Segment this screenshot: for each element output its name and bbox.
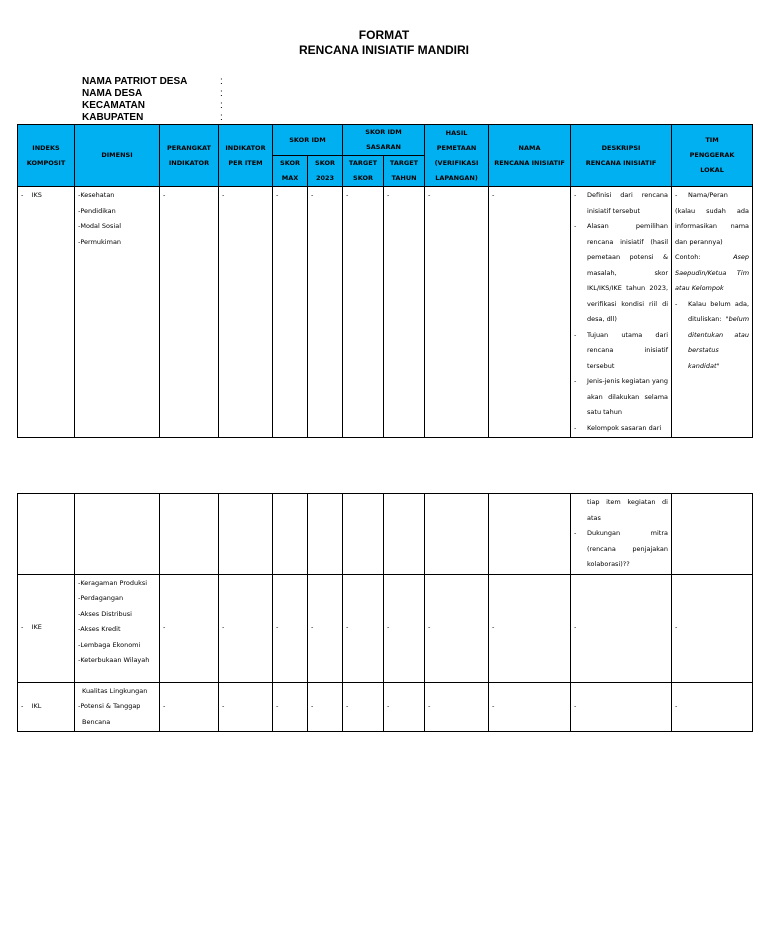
meta-colon: : <box>220 76 223 87</box>
header-target-skor: TARGET SKOR <box>343 156 384 187</box>
cell-indikator: - <box>219 682 273 732</box>
identity-fields <box>82 76 223 124</box>
meta-label: NAMA DESA <box>82 88 143 99</box>
dimensi-item: -Pendidikan <box>78 206 116 215</box>
cell-hasil: - <box>425 682 489 732</box>
table-row-iks <box>18 187 753 438</box>
cell-target-tahun: - <box>384 187 425 438</box>
cell-deskripsi <box>571 494 672 575</box>
cell-skor-2023: - <box>308 187 343 438</box>
cell-perangkat: - <box>160 187 219 438</box>
cell-empty <box>425 494 489 575</box>
cell-empty <box>273 494 308 575</box>
dimensi-item: Kualitas Lingkungan <box>82 686 148 695</box>
cell-tim: - <box>672 574 753 682</box>
cell-tim <box>672 187 753 438</box>
deskripsi-continued: tiap item kegiatan di atas <box>587 498 668 522</box>
cell-empty <box>308 494 343 575</box>
cell-indikator: - <box>219 574 273 682</box>
cell-empty <box>75 494 160 575</box>
deskripsi-item: - Alasan pemilihan rencana inisiatif (hasil pemetaan potensi & masalah, skor IKL/IKS/IKE tahun 2023, verifikasi kondisi riil di desa, dll) <box>574 222 669 323</box>
cell-target-skor: - <box>343 682 384 732</box>
dimensi-item: -Potensi & Tanggap <box>78 702 141 710</box>
cell-deskripsi: - <box>571 682 672 732</box>
dimensi-item: -Permukiman <box>78 237 122 246</box>
dimensi-item: -Lembaga Ekonomi <box>78 640 141 649</box>
cell-deskripsi: - <box>571 574 672 682</box>
header-skor-idm: SKOR IDM <box>273 125 343 156</box>
dimensi-item: -Keterbukaan Wilayah <box>78 656 150 664</box>
deskripsi-item: - Definisi dari rencana inisiatif tersebut <box>574 191 669 215</box>
cell-empty <box>384 494 425 575</box>
meta-row-kabupaten <box>82 112 223 124</box>
header-target-tahun: TARGET TAHUN <box>384 156 425 187</box>
cell-deskripsi <box>571 187 672 438</box>
header-skor-2023: SKOR 2023 <box>308 156 343 187</box>
cell-empty <box>489 494 571 575</box>
cell-hasil: - <box>425 187 489 438</box>
dimensi-item: -Akses Kredit <box>78 625 121 633</box>
cell-nama: - <box>489 574 571 682</box>
meta-colon: : <box>220 88 223 99</box>
deskripsi-item: - Kelompok sasaran dari <box>574 423 662 432</box>
cell-target-tahun: - <box>384 682 425 732</box>
document-title-line1: FORMAT <box>358 28 410 42</box>
header-dimensi: DIMENSI <box>75 125 160 187</box>
cell-skor-2023: - <box>308 574 343 682</box>
deskripsi-item: - Jenis-jenis kegiatan yang akan dilakukan selama satu tahun <box>574 377 669 416</box>
table-row-ikl <box>18 682 753 732</box>
cell-target-tahun: - <box>384 574 425 682</box>
meta-colon: : <box>220 112 223 123</box>
cell-dimensi <box>75 574 160 682</box>
header-skor-sasaran: SKOR IDM SASARAN <box>343 125 425 156</box>
header-deskripsi: DESKRIPSI RENCANA INISIATIF <box>571 125 672 187</box>
meta-label: KABUPATEN <box>82 112 144 123</box>
cell-skor-max: - <box>273 187 308 438</box>
meta-row-patriot <box>82 76 223 88</box>
plan-table-part1 <box>17 124 753 438</box>
cell-indeks: - IKL <box>18 682 75 732</box>
cell-perangkat: - <box>160 574 219 682</box>
meta-label: KECAMATAN <box>82 100 145 111</box>
cell-empty <box>343 494 384 575</box>
deskripsi-item: - Tujuan utama dari rencana inisiatif tersebut <box>574 330 669 370</box>
dimensi-item: -Perdagangan <box>78 594 124 602</box>
cell-skor-max: - <box>273 574 308 682</box>
tim-note: (kalau sudah ada informasikan nama dan perannya) <box>675 206 750 246</box>
cell-empty <box>18 494 75 575</box>
meta-row-desa <box>82 88 223 100</box>
tim-item: - Kalau belum ada, dituliskan: "belum ditentukan atau berstatus kandidat" <box>675 299 750 370</box>
plan-table-part2 <box>17 493 753 732</box>
cell-empty <box>219 494 273 575</box>
cell-indeks: - IKE <box>18 574 75 682</box>
cell-dimensi <box>75 187 160 438</box>
cell-nama: - <box>489 187 571 438</box>
cell-skor-2023: - <box>308 682 343 732</box>
tim-item: - Nama/Peran <box>675 191 728 199</box>
cell-skor-max: - <box>273 682 308 732</box>
deskripsi-item: - Dukungan mitra (rencana penjajakan kolaborasi)?? <box>574 529 668 568</box>
cell-indeks: - IKS <box>18 187 75 438</box>
header-perangkat: PERANGKAT INDIKATOR <box>160 125 219 187</box>
header-skor-max: SKOR MAX <box>273 156 308 187</box>
document-title-line2: RENCANA INISIATIF MANDIRI <box>299 43 469 57</box>
cell-target-skor: - <box>343 574 384 682</box>
cell-empty <box>672 494 753 575</box>
meta-row-kecamatan <box>82 100 223 112</box>
cell-empty <box>160 494 219 575</box>
cell-dimensi <box>75 682 160 732</box>
cell-hasil: - <box>425 574 489 682</box>
table-row-ike <box>18 574 753 682</box>
cell-perangkat: - <box>160 682 219 732</box>
dimensi-item: -Modal Sosial <box>78 222 121 230</box>
meta-colon: : <box>220 100 223 111</box>
dimensi-item: -Keragaman Produksi <box>78 578 148 587</box>
dimensi-item: -Kesehatan <box>78 191 115 199</box>
header-indeks: INDEKS KOMPOSIT <box>18 125 75 187</box>
header-hasil-pemetaan: HASIL PEMETAAN (VERIFIKASI LAPANGAN) <box>425 125 489 187</box>
meta-label: NAMA PATRIOT DESA <box>82 76 188 87</box>
cell-target-skor: - <box>343 187 384 438</box>
cell-tim: - <box>672 682 753 732</box>
cell-indikator: - <box>219 187 273 438</box>
table-row-continued <box>18 494 753 575</box>
dimensi-item: Bencana <box>82 717 111 726</box>
header-nama-rencana: NAMA RENCANA INISIATIF <box>489 125 571 187</box>
header-indikator: INDIKATOR PER ITEM <box>219 125 273 187</box>
header-tim-penggerak: TIM PENGGERAK LOKAL <box>672 125 753 187</box>
tim-example: Contoh: Asep Saepudin/Ketua Tim atau Kelompok <box>675 253 750 292</box>
dimensi-item: -Akses Distribusi <box>78 609 132 618</box>
cell-nama: - <box>489 682 571 732</box>
